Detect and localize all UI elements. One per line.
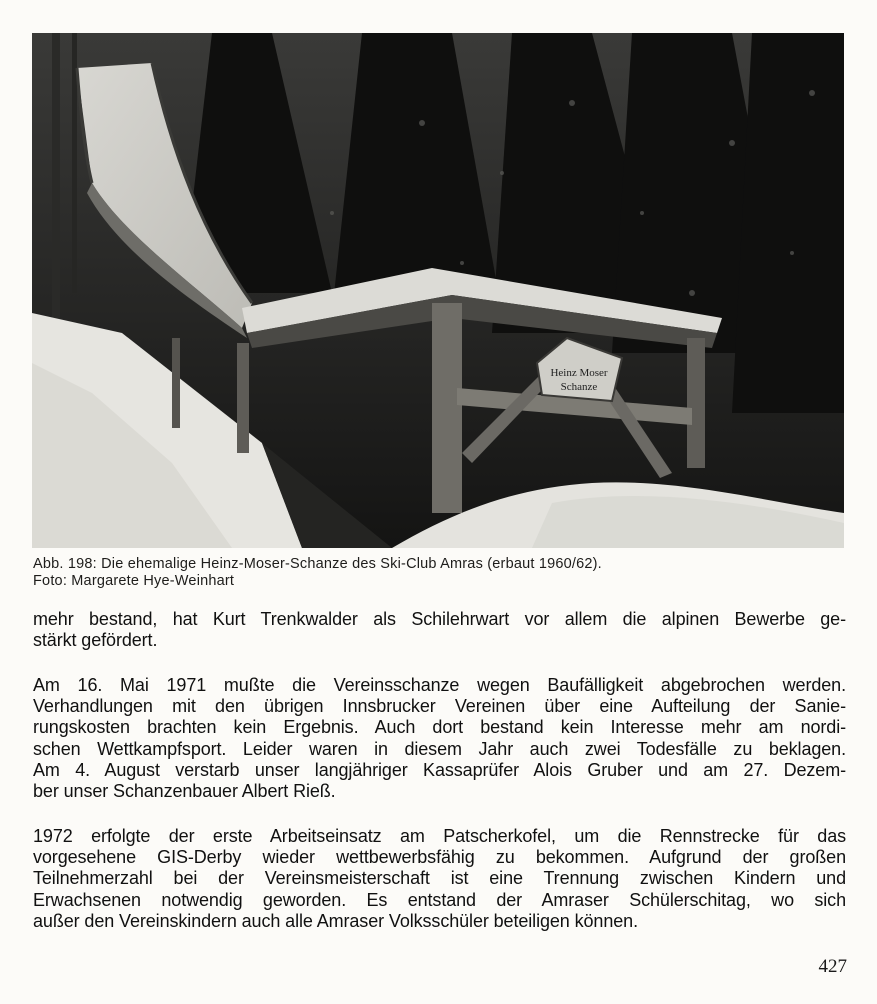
caption-credit: Foto: Margarete Hye-Weinhart — [33, 573, 235, 589]
text-line: 1972 erfolgte der erste Arbeitseinsatz am Patscherkofel, um die Rennstrecke für das — [33, 826, 846, 846]
text-line: außer den Vereinskindern auch alle Amraser Volksschüler beteiligen können. — [33, 910, 638, 931]
text-line: rungskosten brachten kein Ergebnis. Auch dort bestand kein Interesse mehr am nordi- — [33, 717, 846, 738]
sign-line-1: Heinz Moser — [550, 367, 608, 379]
text-line: Am 4. August verstarb unser langjähriger Kassaprüfer Alois Gruber und am 27. Dezem- — [33, 759, 846, 780]
text-line: Teilnehmerzahl bei der Vereinsmeisterschaft ist eine Trennung zwischen Kindern und — [33, 868, 846, 889]
page-number: 427 — [818, 956, 847, 977]
caption-line-1: Abb. 198: Die ehemalige Heinz-Moser-Schanze des Ski-Club Amras (erbaut 1960/62). — [33, 556, 602, 572]
paragraph-2 — [33, 675, 846, 802]
text-line: Verhandlungen mit den übrigen Innsbrucker Vereinen über eine Aufteilung der Sanie- — [33, 696, 846, 717]
ski-jump-illustration — [32, 33, 844, 548]
sign-line-2: Schanze — [560, 381, 598, 393]
text-line: Am 16. Mai 1971 mußte die Vereinsschanze wegen Baufälligkeit abgebrochen werden. — [33, 675, 846, 695]
text-line: schen Wettkampfsport. Leider waren in diesem Jahr auch zwei Todesfälle zu beklagen. — [33, 738, 846, 759]
text-line: Erwachsenen notwendig geworden. Es entstand der Amraser Schülerschitag, wo sich — [33, 889, 846, 910]
photo-caption — [33, 556, 845, 590]
text-line: ber unser Schanzenbauer Albert Rieß. — [33, 781, 336, 802]
paragraph-3 — [33, 826, 846, 932]
text-line: stärkt gefördert. — [33, 630, 158, 651]
ski-jump-photo — [32, 33, 844, 548]
paragraph-1 — [33, 609, 846, 651]
text-line: vorgesehene GIS-Derby wieder wettbewerbsfähig zu bekommen. Aufgrund der großen — [33, 847, 846, 868]
text-line: mehr bestand, hat Kurt Trenkwalder als Schilehrwart vor allem die alpinen Bewerbe ge- — [33, 609, 846, 629]
